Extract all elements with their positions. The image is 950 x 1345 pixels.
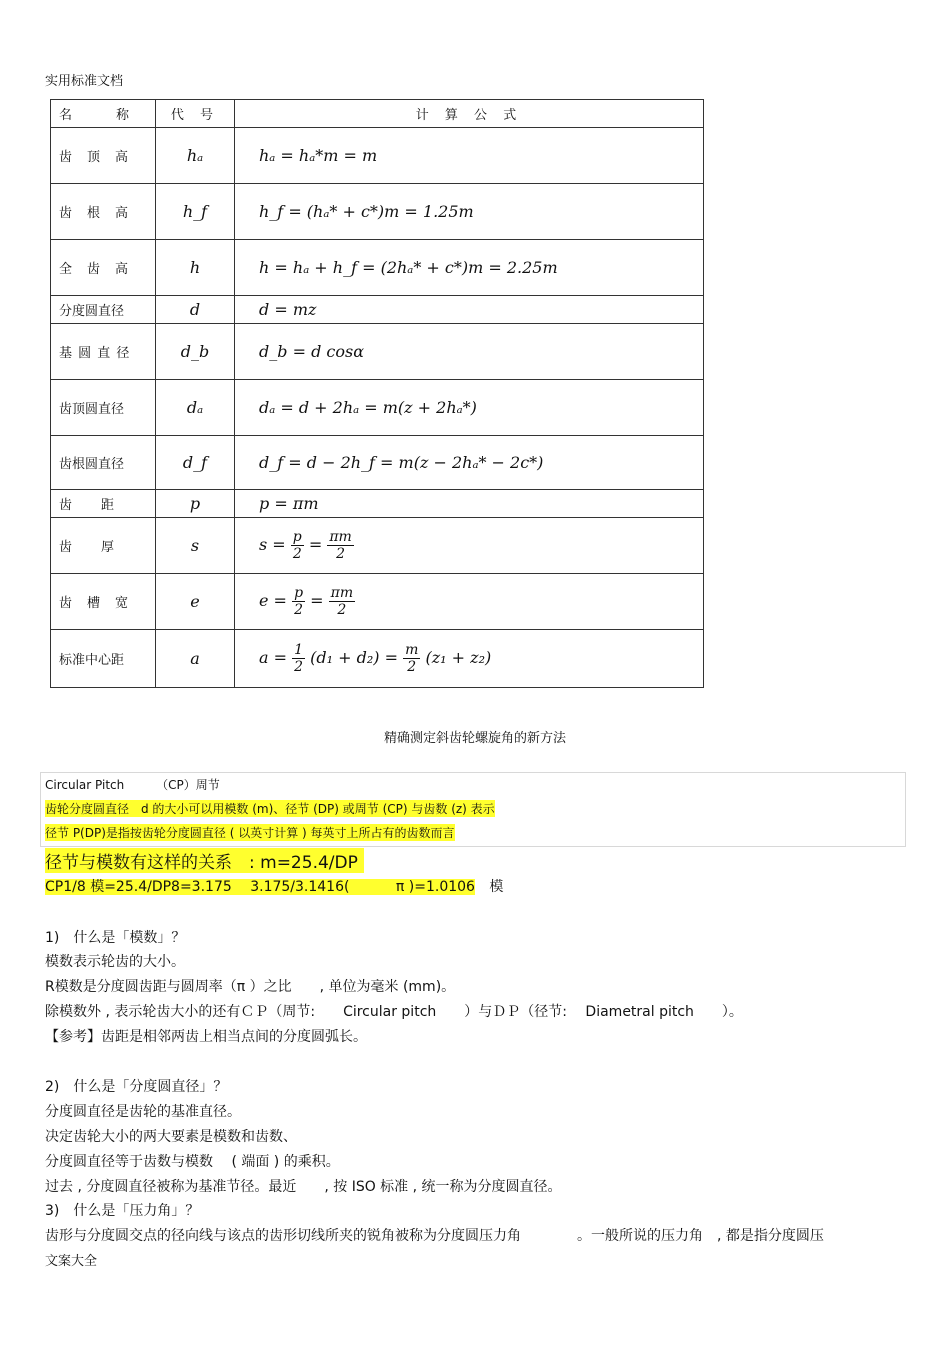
row-name: 齿顶圆直径	[51, 380, 156, 436]
formula-tail: (z₁ + z₂)	[425, 648, 492, 667]
fraction	[327, 529, 353, 562]
page-header: 实用标准文档	[45, 74, 124, 89]
circular-pitch-label: Circular Pitch	[45, 778, 125, 792]
body-line: 3) 什么是「压力角」？	[45, 1203, 200, 1219]
equals-sign: =	[310, 591, 324, 610]
formula-prefix: a =	[259, 648, 288, 667]
row-name: 全 齿 高	[51, 240, 156, 296]
row-name: 分度圆直径	[51, 296, 156, 324]
numerator: p	[292, 529, 302, 545]
denominator: 2	[294, 602, 303, 618]
body-line: 齿形与分度圆交点的径向线与该点的齿形切线所夹的锐角被称为分度圆压力角 。一般所说的压力角 , 都是指分度圆压	[45, 1228, 824, 1244]
body-line: 模数表示轮齿的大小。	[45, 954, 185, 970]
row-name: 齿 根 高	[51, 184, 156, 240]
table-header-row	[51, 100, 704, 128]
row-symbol: h_f	[156, 184, 235, 240]
row-symbol: p	[156, 490, 235, 518]
section-title: 精确测定斜齿轮螺旋角的新方法	[383, 731, 566, 746]
fraction	[329, 585, 355, 618]
gear-formula-table	[50, 99, 704, 688]
header-symbol: 代 号	[156, 100, 235, 128]
numerator: m	[405, 642, 419, 658]
body-line: 【参考】齿距是相邻两齿上相当点间的分度圆弧长。	[45, 1029, 367, 1045]
body-line: 除模数外 , 表示轮齿大小的还有ＣＰ（周节: Circular pitch ）与ＤＰ（径节: Diametral pitch ）。	[45, 1004, 743, 1020]
table-row	[51, 630, 704, 688]
box-line-1	[45, 776, 220, 793]
fraction	[403, 642, 420, 675]
row-name: 基 圆 直 径	[51, 324, 156, 380]
row-symbol: dₐ	[156, 380, 235, 436]
row-name: 齿 厚	[51, 518, 156, 574]
cp-label: （CP）周节	[156, 778, 220, 792]
fraction	[292, 585, 305, 618]
table-row	[51, 518, 704, 574]
numerator: p	[294, 585, 304, 601]
calc-line	[45, 876, 503, 896]
row-name: 齿 顶 高	[51, 128, 156, 184]
body-line: 过去 , 分度圆直径被称为基准节径。最近 , 按 ISO 标准 , 统一称为分度圆直径。	[45, 1179, 562, 1195]
row-formula: p = πm	[235, 490, 704, 518]
header-name: 名 称	[51, 100, 156, 128]
row-symbol: s	[156, 518, 235, 574]
row-symbol: hₐ	[156, 128, 235, 184]
row-formula: d_f = d − 2h_f = m(z − 2hₐ* − 2c*)	[235, 436, 704, 490]
row-formula	[235, 574, 704, 630]
row-formula: hₐ = hₐ*m = m	[235, 128, 704, 184]
numerator: πm	[329, 529, 352, 545]
row-symbol: e	[156, 574, 235, 630]
denominator: 2	[337, 602, 347, 618]
body-line: 1) 什么是「模数」？	[45, 930, 186, 946]
formula-middle: (d₁ + d₂) =	[310, 648, 399, 667]
table-row	[51, 436, 704, 490]
denominator: 2	[294, 659, 304, 675]
row-symbol: d	[156, 296, 235, 324]
row-name: 齿根圆直径	[51, 436, 156, 490]
table-row	[51, 490, 704, 518]
row-symbol: d_b	[156, 324, 235, 380]
body-line: 分度圆直径是齿轮的基准直径。	[45, 1104, 241, 1120]
body-line: 2) 什么是「分度圆直径」？	[45, 1079, 228, 1095]
row-name: 齿 槽 宽	[51, 574, 156, 630]
fraction	[291, 529, 304, 562]
box-line-2: 齿轮分度圆直径 d 的大小可以用模数 (m)、径节 (DP) 或周节 (CP) 与齿数 (z) 表示	[45, 802, 495, 816]
row-formula	[235, 630, 704, 688]
formula-prefix: e =	[259, 591, 287, 610]
row-name: 标准中心距	[51, 630, 156, 688]
fraction	[292, 642, 305, 675]
calc-tail: 模	[489, 879, 504, 895]
row-symbol: a	[156, 630, 235, 688]
row-formula	[235, 518, 704, 574]
table-row	[51, 184, 704, 240]
numerator: 1	[294, 642, 304, 658]
table-row	[51, 128, 704, 184]
body-line: R模数是分度圆齿距与圆周率（π ）之比 , 单位为毫米 (mm)。	[45, 979, 456, 995]
table-row	[51, 574, 704, 630]
row-formula: d = mz	[235, 296, 704, 324]
header-formula: 计 算 公 式	[235, 100, 704, 128]
row-formula: d_b = d cosα	[235, 324, 704, 380]
equals-sign: =	[308, 535, 323, 554]
row-formula: h_f = (hₐ* + c*)m = 1.25m	[235, 184, 704, 240]
box-line-3: 径节 P(DP)是指按齿轮分度圆直径 ( 以英寸计算 ) 每英寸上所占有的齿数而言	[45, 826, 455, 840]
calc-text: CP1/8 模=25.4/DP8=3.175 3.175/3.1416( π )=1.0106	[45, 879, 475, 895]
denominator: 2	[336, 546, 346, 562]
relation-line: 径节与模数有这样的关系 : m=25.4/DP	[45, 848, 364, 873]
table-row	[51, 240, 704, 296]
body-line: 分度圆直径等于齿数与模数 ( 端面 ) 的乘积。	[45, 1154, 340, 1170]
formula-prefix: s =	[259, 535, 286, 554]
body-line: 决定齿轮大小的两大要素是模数和齿数、	[45, 1129, 297, 1145]
denominator: 2	[407, 659, 417, 675]
row-name: 齿 距	[51, 490, 156, 518]
table-row	[51, 296, 704, 324]
row-symbol: h	[156, 240, 235, 296]
table-row	[51, 380, 704, 436]
row-formula: dₐ = d + 2hₐ = m(z + 2hₐ*)	[235, 380, 704, 436]
table-row	[51, 324, 704, 380]
page-footer: 文案大全	[45, 1254, 98, 1269]
row-formula: h = hₐ + h_f = (2hₐ* + c*)m = 2.25m	[235, 240, 704, 296]
denominator: 2	[292, 546, 302, 562]
row-symbol: d_f	[156, 436, 235, 490]
numerator: πm	[330, 585, 354, 601]
